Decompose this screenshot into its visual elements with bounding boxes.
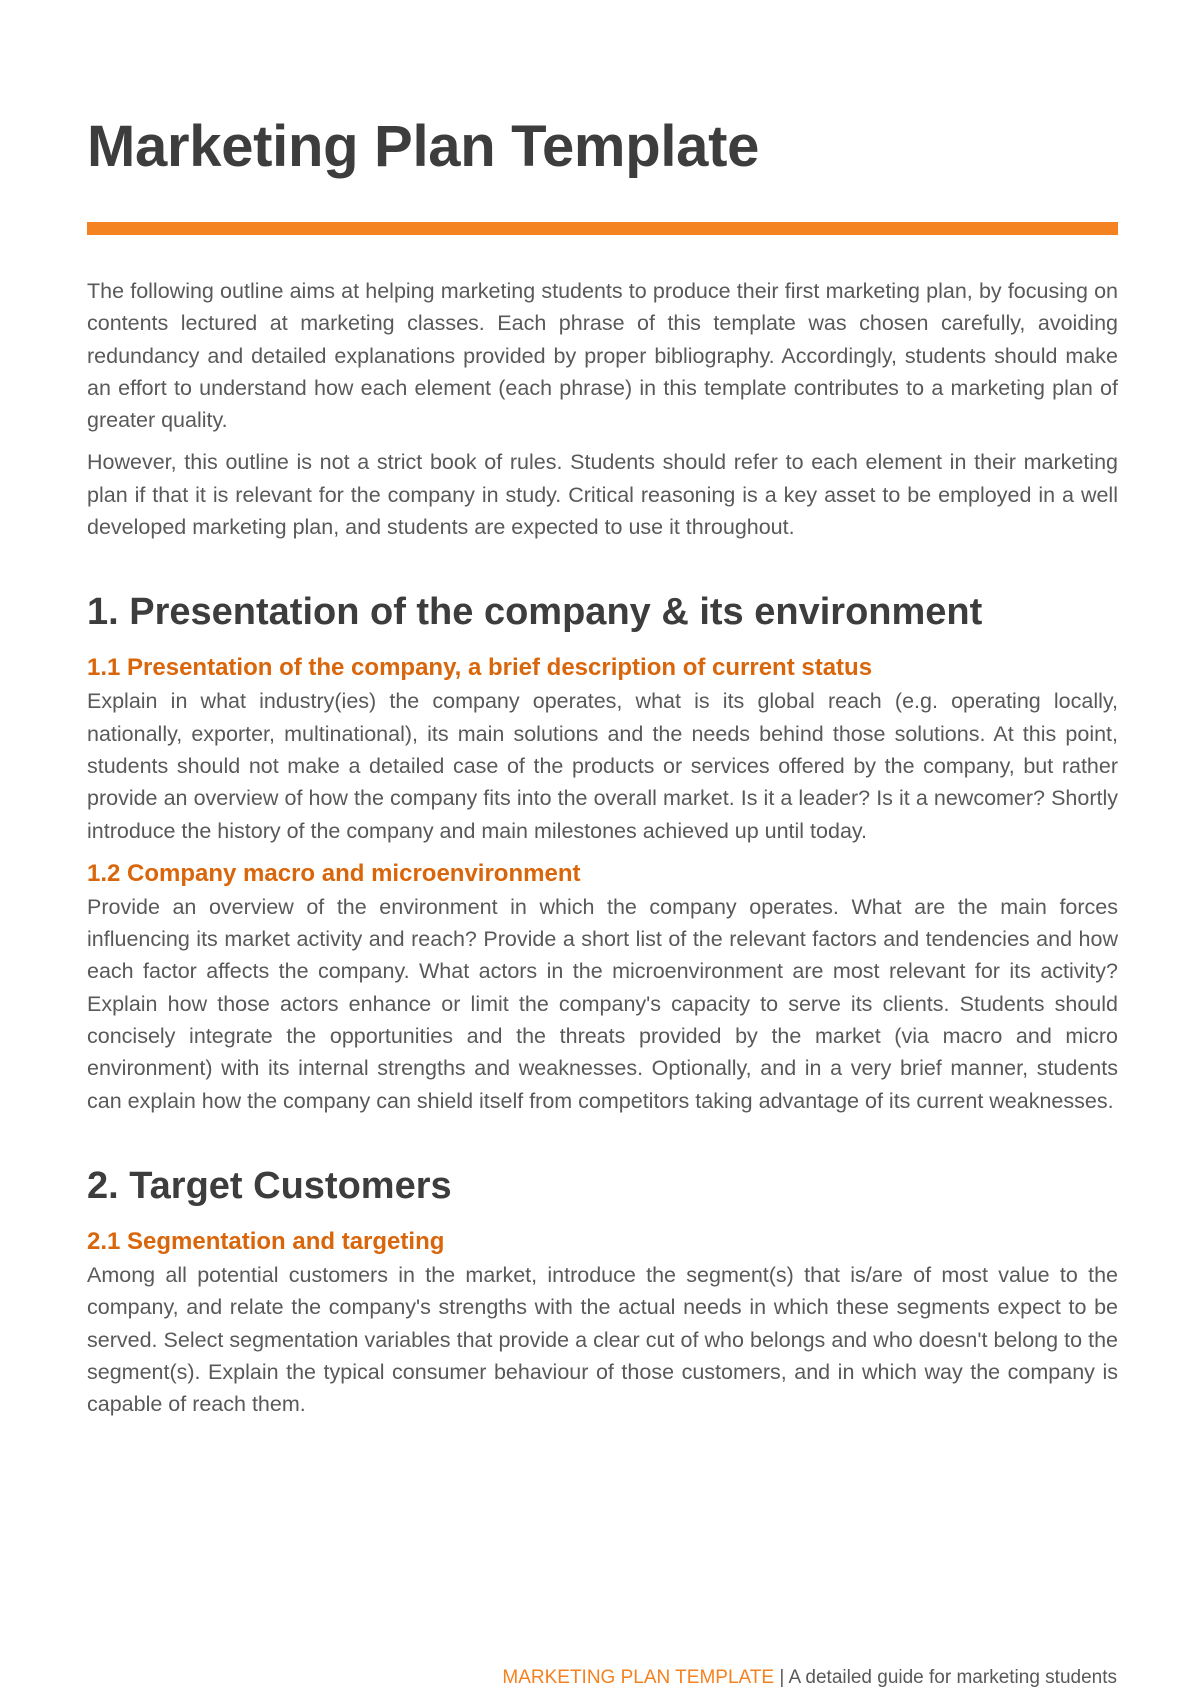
subsection-1-1-heading: 1.1 Presentation of the company, a brief description of current status (87, 654, 873, 682)
document-title: Marketing Plan Template (87, 114, 760, 179)
page-footer (502, 1666, 1117, 1690)
footer-separator: | (774, 1667, 789, 1688)
footer-label: MARKETING PLAN TEMPLATE (502, 1667, 775, 1688)
subsection-1-2-heading: 1.2 Company macro and microenvironment (87, 859, 581, 887)
footer-tagline: A detailed guide for marketing students (788, 1667, 1117, 1688)
subsection-1-1-body: Explain in what industry(ies) the company operates, what is its global reach (e.g. operating locally, nationally, exporter, multinational), its main solutions and the needs behind those solutions. At this point, students should not make a detailed case of the products or services offered by the company, but rather provide an overview of how the company fits into the overall market. Is it a leader? Is it a newcomer? Shortly introduce the history of the company and main milestones achieved up until today. (87, 689, 1118, 843)
document-body (87, 275, 1118, 1420)
title-accent-rule (87, 222, 1118, 235)
subsection-1-2-body: Provide an overview of the environment in which the company operates. What are the main forces influencing its market activity and reach? Provide a short list of the relevant factors and tendencies and how each factor affects the company. What actors in the microenvironment are most relevant for its activity? Explain how those actors enhance or limit the company's capacity to serve its clients. Students should concisely integrate the opportunities and the threats provided by the market (via macro and micro environment) with its internal strengths and weaknesses. Optionally, and in a very brief manner, students can explain how the company can shield itself from competitors taking advantage of its current weaknesses. (87, 894, 1118, 1113)
intro-paragraph-1: The following outline aims at helping marketing students to produce their first marketing plan, by focusing on contents lectured at marketing classes. Each phrase of this template was chosen carefully, avoiding redundancy and detailed explanations provided by proper bibliography. Accordingly, students should make an effort to understand how each element (each phrase) in this template contributes to a marketing plan of greater quality. (87, 279, 1118, 433)
subsection-2-1-heading: 2.1 Segmentation and targeting (87, 1227, 445, 1255)
section-2-heading: 2. Target Customers (87, 1164, 452, 1207)
intro-paragraph-2: However, this outline is not a strict book of rules. Students should refer to each element in their marketing plan if that it is relevant for the company in study. Critical reasoning is a key asset to be employed in a well developed marketing plan, and students are expected to use it throughout. (87, 450, 1118, 540)
subsection-2-1-body: Among all potential customers in the market, introduce the segment(s) that is/are of most value to the company, and relate the company's strengths with the actual needs in which these segments expect to be served. Select segmentation variables that provide a clear cut of who belongs and who doesn't belong to the segment(s). Explain the typical consumer behaviour of those customers, and in which way the company is capable of reach them. (87, 1262, 1118, 1417)
section-1-heading: 1. Presentation of the company & its environment (87, 591, 983, 634)
